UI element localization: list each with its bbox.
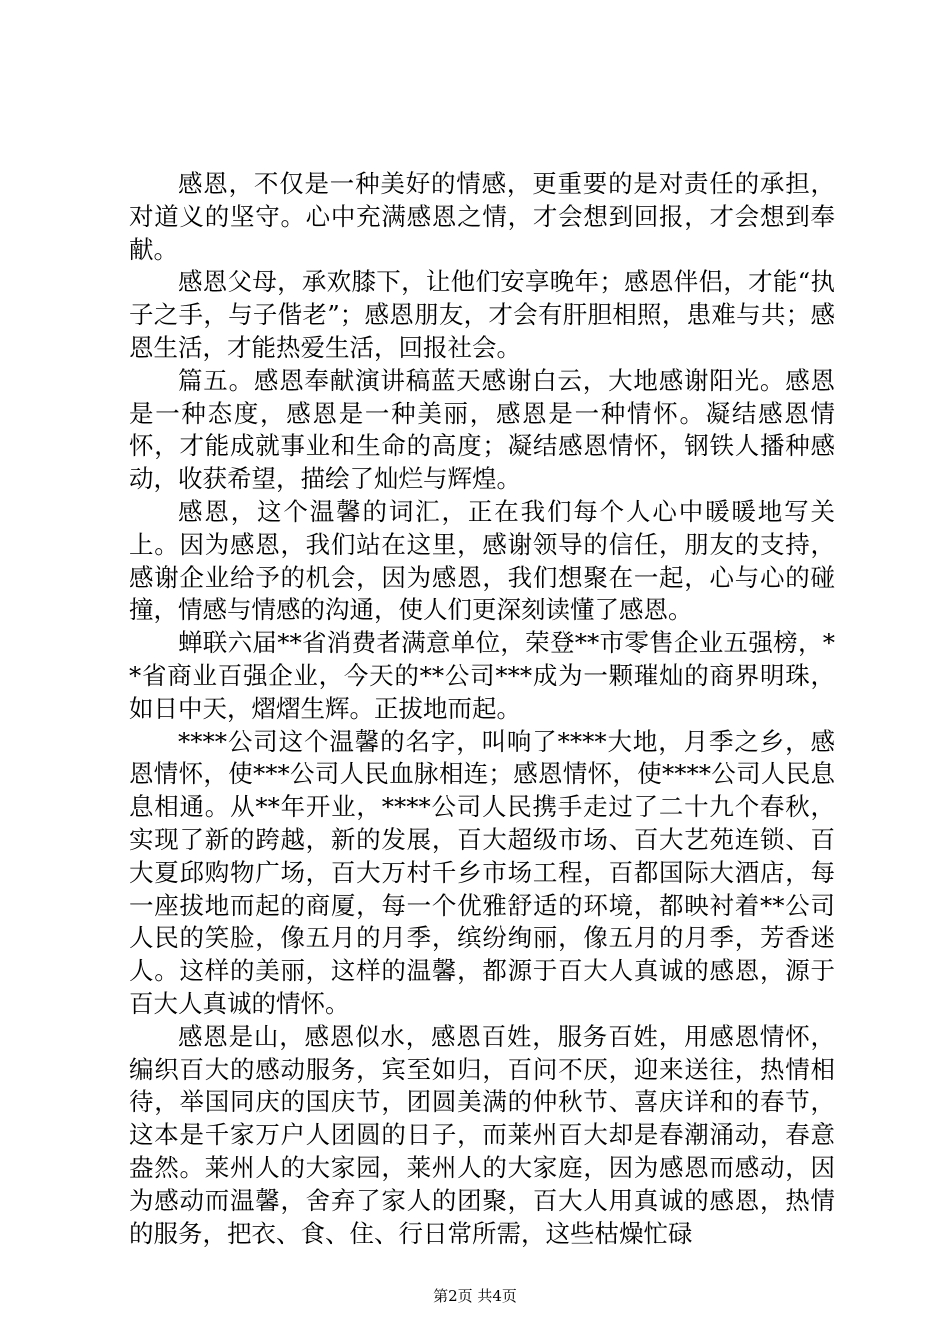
paragraph-3: 篇五。感恩奉献演讲稿蓝天感谢白云，大地感谢阳光。感恩是一种态度，感恩是一种美丽，感恩是一种情怀。凝结感恩情怀，才能成就事业和生命的高度；凝结感恩情怀，钢铁人播种感动，收获希望，描绘了灿烂与辉煌。 bbox=[129, 365, 835, 494]
paragraph-1: 感恩，不仅是一种美好的情感，更重要的是对责任的承担，对道义的坚守。心中充满感恩之情，才会想到回报，才会想到奉献。 bbox=[129, 169, 835, 264]
paragraph-7: 感恩是山，感恩似水，感恩百姓，服务百姓，用感恩情怀，编织百大的感动服务，宾至如归，百问不厌，迎来送往，热情相待，举国同庆的国庆节，团圆美满的仲秋节、喜庆详和的春节，这本是千家万户人团圆的日子，而莱州百大却是春潮涌动，春意盎然。莱州人的大家园，莱州人的大家庭，因为感恩而感动，因为感动而温馨，舍弃了家人的团聚，百大人用真诚的感恩，热情的服务，把衣、食、住、行日常所需，这些枯燥忙碌 bbox=[129, 1021, 835, 1248]
paragraph-5: 蝉联六届**省消费者满意单位，荣登**市零售企业五强榜，**省商业百强企业，今天的**公司***成为一颗璀灿的商界明珠，如日中天，熠熠生辉。正拔地而起。 bbox=[129, 628, 835, 723]
paragraph-2: 感恩父母，承欢膝下，让他们安享晚年；感恩伴侣，才能“执子之手，与子偕老”；感恩朋友，才会有肝胆相照，患难与共；感恩生活，才能热爱生活，回报社会。 bbox=[129, 267, 835, 362]
paragraph-6: ****公司这个温馨的名字，叫响了****大地，月季之乡，感恩情怀，使***公司人民血脉相连；感恩情怀，使****公司人民息息相通。从**年开业，****公司人民携手走过了二十九个春秋，实现了新的跨越，新的发展，百大超级市场、百大艺苑连锁、百大夏邱购物广场，百大万村千乡市场工程，百都国际大酒店，每一座拔地而起的商厦，每一个优雅舒适的环境，都映衬着**公司人民的笑脸，像五月的月季，缤纷绚丽，像五月的月季，芳香迷人。这样的美丽，这样的温馨，都源于百大人真诚的感恩，源于百大人真诚的情怀。 bbox=[129, 726, 835, 1018]
document-body bbox=[129, 168, 835, 1250]
paragraph-4: 感恩，这个温馨的词汇，正在我们每个人心中暖暖地写关上。因为感恩，我们站在这里，感谢领导的信任，朋友的支持，感谢企业给予的机会，因为感恩，我们想聚在一起，心与心的碰撞，情感与情感的沟通，使人们更深刻读懂了感恩。 bbox=[129, 496, 835, 625]
page-number-footer: 第2页 共4页 bbox=[433, 1287, 517, 1305]
